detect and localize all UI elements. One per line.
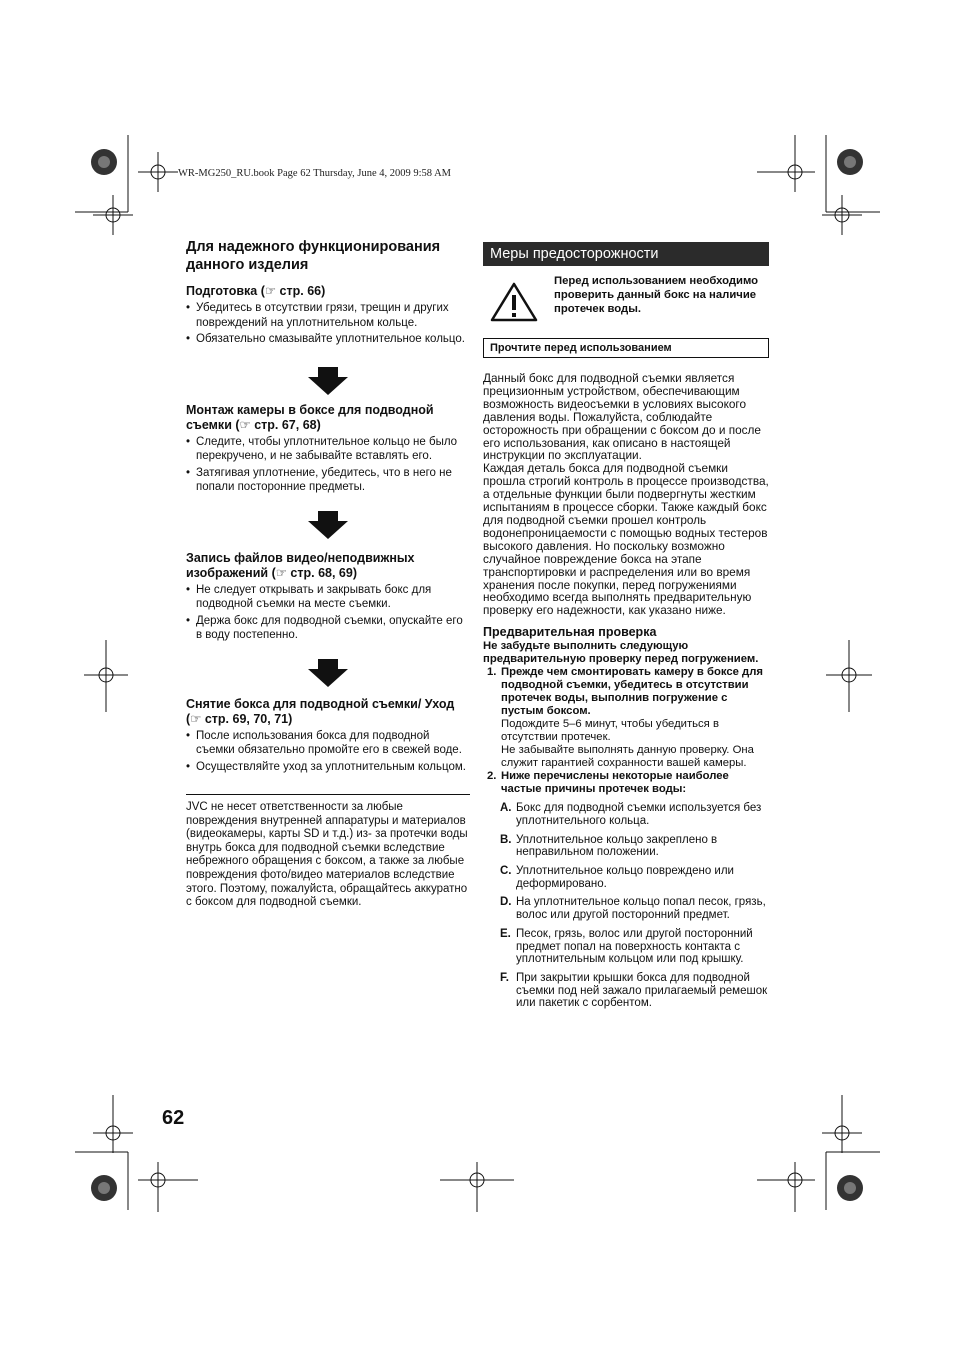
right-column <box>483 242 769 1010</box>
step-mounting <box>186 403 470 495</box>
step-title: Запись файлов видео/неподвижных изображений (☞ стр. 68, 69) <box>186 550 415 580</box>
pre-check-lead: Не забудьте выполнить следующую предварительную проверку перед погружением. <box>483 640 759 666</box>
warning-block <box>483 274 769 322</box>
arrow-down-icon <box>308 511 348 539</box>
section-banner: Меры предосторожности <box>483 242 769 266</box>
pre-check-title: Предварительная проверка <box>483 625 657 640</box>
list-item: 2. Ниже перечислены некоторые наиболее частые причины протечек воды: <box>487 770 729 796</box>
list-item: C. Уплотнительное кольцо повреждено или деформировано. <box>500 865 734 890</box>
arrow-down-icon <box>308 659 348 687</box>
list-item: • Затягивая уплотнение, убедитесь, что в него не попали посторонние предметы. <box>186 466 470 495</box>
arrow-down-icon <box>308 367 348 395</box>
check-list <box>483 666 769 796</box>
intro-paragraph: Данный бокс для подводной съемки является прецизионным устройством, обеспечивающим возможность видеосъемки в условиях высокого давления воды. Пожалуйста, соблюдайте осторожность при обращении с боксом до и после его использования, как описано в настоящей инструкции по эксплуатации. <box>483 371 761 463</box>
list-item: E. Песок, грязь, волос или другой посторонний предмет попал на поверхность контакта с уплотнительным кольцом или под крышку. <box>500 927 753 966</box>
read-before-use-box: Прочтите перед использованием <box>483 338 769 358</box>
list-item: • Убедитесь в отсутствии грязи, трещин и других повреждений на уплотнительном кольце. <box>186 301 470 330</box>
list-item: F. При закрытии крышки бокса для подводной съемки под ней зажало прилагаемый ремешок или пакетик с сорбентом. <box>500 971 768 1010</box>
list-item: • Держа бокс для подводной съемки, опускайте его в воду постепенно. <box>186 614 470 643</box>
step-removal-care <box>186 697 470 775</box>
step-title: Монтаж камеры в боксе для подводной съемки (☞ стр. 67, 68) <box>186 402 434 432</box>
warning-triangle-icon <box>490 282 538 322</box>
step-recording <box>186 551 470 643</box>
divider <box>186 794 470 795</box>
step-preparation <box>186 284 470 347</box>
list-item: • Не следует открывать и закрывать бокс для подводной съемки на месте съемки. <box>186 583 470 612</box>
list-item: • После использования бокса для подводной съемки обязательно промойте его в свежей воде. <box>186 729 470 758</box>
causes-list <box>483 802 769 1010</box>
warning-text: Перед использованием необходимо проверить данный бокс на наличие протечек воды. <box>554 275 759 315</box>
list-item: 1. Прежде чем смонтировать камеру в боксе для подводной съемки, убедитесь в отсутствии протечек воды, выполнив погружение с пустым боксом. Подождите 5–6 минут, чтобы убедиться в отсутствии протечек. Не забывайте выполнять данную проверку. Она служит гарантией сохранности вашей камеры. <box>487 666 763 770</box>
intro-paragraph: Каждая деталь бокса для подводной съемки прошла строгий контроль в процессе производства, а отдельные функции были подвергнуты жестким испытаниям в процессе сборки. Также каждый бокс для подводной съемки прошел контроль водонепроницаемости с помощью водных тестеров высокого давления. Но поскольку возможно случайное повреждение бокса на этапе транспортировки и распределения или во время хранения после покупки, перед погружениями необходимо всегда выполнять предварительную проверку его надежности, как указано ниже. <box>483 461 769 618</box>
step-title: Подготовка (☞ стр. 66) <box>186 284 326 298</box>
list-item: • Осуществляйте уход за уплотнительным кольцом. <box>186 760 470 775</box>
list-item: D. На уплотнительное кольцо попал песок, грязь, волос или другой посторонний предмет. <box>500 896 766 922</box>
section-title: Для надежного функционирования данного изделия <box>186 239 441 273</box>
step-title: Снятие бокса для подводной съемки/ Уход (☞ стр. 69, 70, 71) <box>186 696 455 726</box>
left-column <box>186 238 470 910</box>
print-header: WR-MG250_RU.book Page 62 Thursday, June 4, 2009 9:58 AM <box>178 168 451 179</box>
page-number: 62 <box>162 1107 185 1129</box>
disclaimer: JVC не несет ответственности за любые повреждения внутренней аппаратуры и материалов (видеокамеры, карты SD и т.д.) из- за протечки воды внутрь бокса для подводной съемки вследствие небрежного обращения с боксом, а также за любые повреждения фото/видео материалов вследствие этого. Поэтому, пожалуйста, обращайтесь аккуратно с боксом для подводной съемки. <box>186 801 468 909</box>
list-item: A. Бокс для подводной съемки используется без уплотнительного кольца. <box>500 802 762 827</box>
list-item: B. Уплотнительное кольцо закреплено в неправильном положении. <box>500 833 718 859</box>
list-item: • Следите, чтобы уплотнительное кольцо не было перекручено, и не забывайте вставлять его. <box>186 435 470 464</box>
list-item: • Обязательно смазывайте уплотнительное кольцо. <box>186 332 470 347</box>
